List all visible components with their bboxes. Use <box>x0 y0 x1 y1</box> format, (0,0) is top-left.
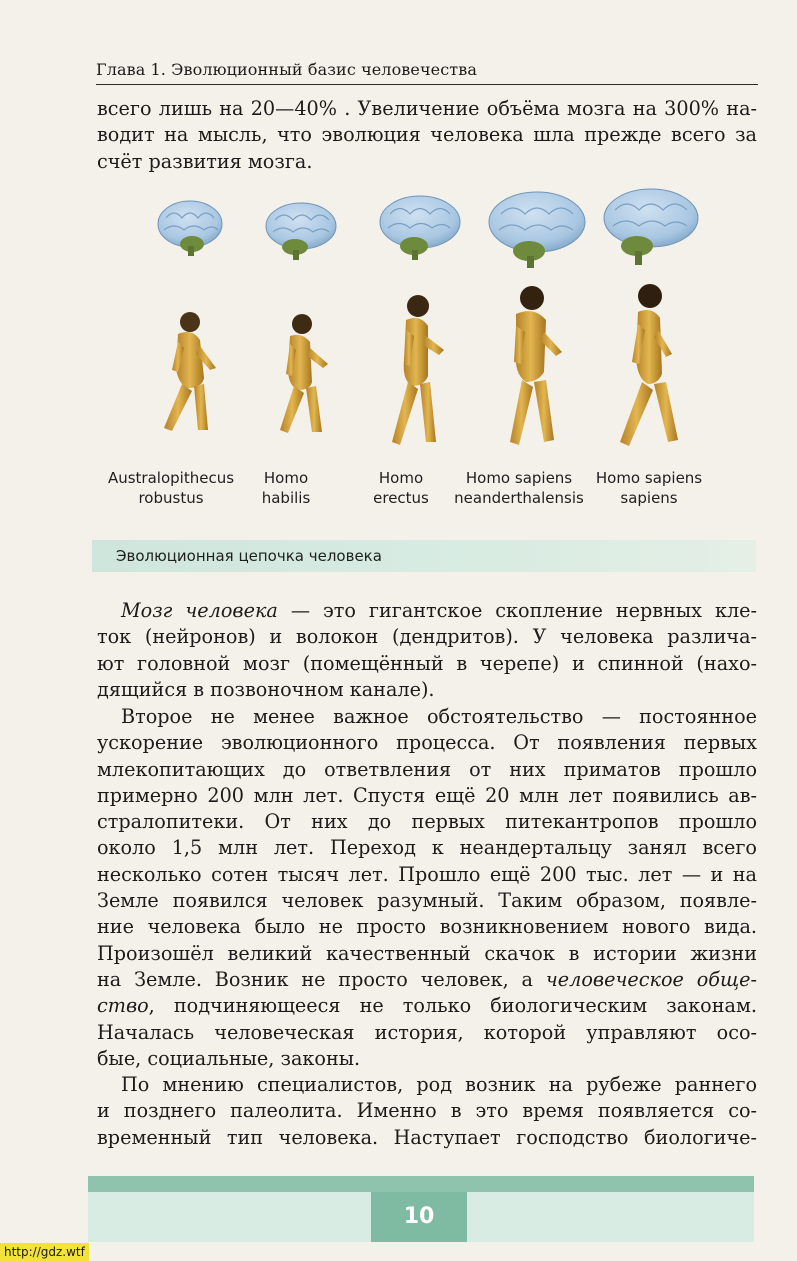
homo-erectus-figure <box>392 295 444 445</box>
text-line: ют головной мозг (помещённый в черепе) и спинной (нахо- <box>97 651 757 675</box>
text-line: Произошёл великий качественный скачок в истории жизни <box>97 941 757 965</box>
species-label <box>252 468 320 508</box>
text-line <box>97 993 757 1019</box>
species-label <box>366 468 436 508</box>
species-label <box>592 468 706 508</box>
text-line: счёт развития мозга. <box>97 149 313 173</box>
text-line: ускорение эволюционного процесса. От появления первых <box>97 731 757 755</box>
species-label-line: Homo <box>378 469 424 487</box>
running-header: Глава 1. Эволюционный базис человечества <box>96 58 758 85</box>
figure-caption: Эволюционная цепочка человека <box>116 547 382 565</box>
text-line <box>97 598 757 624</box>
page-number-box <box>371 1192 467 1242</box>
neanderthal-figure <box>510 286 562 445</box>
paragraph-paleolithic <box>97 1072 757 1151</box>
text-line: несколько сотен тысяч лет. Прошло ещё 200 тыс. лет — и на <box>97 862 757 886</box>
brain-5-icon <box>604 189 698 265</box>
species-label <box>100 468 242 508</box>
text-line: Земле появился человек разумный. Таким образом, появле- <box>97 889 757 913</box>
text-line <box>97 967 757 993</box>
brain-3-icon <box>380 196 460 260</box>
top-paragraph <box>97 96 757 175</box>
term-human-society: человеческое обще- <box>545 967 757 991</box>
text-line: По мнению специалистов, род возник на рубеже раннего <box>121 1073 757 1096</box>
text-line: Началась человеческая история, которой управляют осо- <box>97 1020 757 1044</box>
brain-1-icon <box>158 201 222 256</box>
term-human-society-end: ство <box>97 994 149 1018</box>
footer-stripe <box>88 1176 754 1192</box>
australopithecus-figure <box>164 312 216 431</box>
species-label-line: neanderthalensis <box>454 489 584 507</box>
watermark-link[interactable]: http://gdz.wtf <box>0 1243 89 1261</box>
paragraph-brain <box>97 598 757 703</box>
figure-caption-band <box>92 540 756 572</box>
brain-2-icon <box>266 203 336 260</box>
text-line: временный тип человека. Наступает господство биологиче- <box>97 1125 757 1149</box>
species-label-line: sapiens <box>620 489 678 507</box>
text-fragment: — это гигантское скопление нервных кле- <box>277 599 757 622</box>
species-label-line: erectus <box>373 489 429 507</box>
species-label-line: Homo sapiens <box>595 469 703 487</box>
evolution-illustration <box>100 182 760 482</box>
text-line: всего лишь на 20—40% . Увеличение объёма мозга на 300% на- <box>97 97 757 120</box>
species-label-line: Homo <box>263 469 309 487</box>
text-line: ние человека было не просто возникновением нового вида. <box>97 915 757 939</box>
page-number: 10 <box>403 1204 435 1229</box>
text-line: ток (нейронов) и волокон (дендритов). У человека различа- <box>97 625 757 649</box>
text-line: около 1,5 млн лет. Переход к неандертальцу занял всего <box>97 836 757 860</box>
text-line: бые, социальные, законы. <box>97 1046 361 1070</box>
species-label-line: Australopithecus <box>107 469 235 487</box>
text-line: Второе не менее важное обстоятельство — постоянное <box>121 705 757 728</box>
homo-habilis-figure <box>280 314 328 433</box>
species-label <box>452 468 586 508</box>
text-line: дящийся в позвоночном канале). <box>97 677 435 701</box>
term-brain: Мозг человека <box>121 599 278 622</box>
text-fragment: на Земле. Возник не просто человек, а <box>97 967 546 991</box>
text-line: стралопитеки. От них до первых питекантропов прошло <box>97 810 757 834</box>
text-line: примерно 200 млн лет. Спустя ещё 20 млн лет появились ав- <box>97 783 757 807</box>
species-label-line: Homo sapiens <box>465 469 573 487</box>
evolution-figure <box>100 182 760 522</box>
brain-4-icon <box>489 192 585 268</box>
homo-sapiens-figure <box>620 284 678 446</box>
text-line: водит на мысль, что эволюция человека шла прежде всего за <box>97 123 757 147</box>
paragraph-acceleration <box>97 704 757 1072</box>
footer-band <box>88 1176 754 1242</box>
species-label-line: habilis <box>261 489 311 507</box>
text-fragment: , подчиняющееся не только биологическим законам. <box>148 994 757 1018</box>
text-line: и позднего палеолита. Именно в это время появляется со- <box>97 1099 757 1123</box>
text-line: млекопитающих до ответвления от них приматов прошло <box>97 757 757 781</box>
species-label-line: robustus <box>138 489 204 507</box>
